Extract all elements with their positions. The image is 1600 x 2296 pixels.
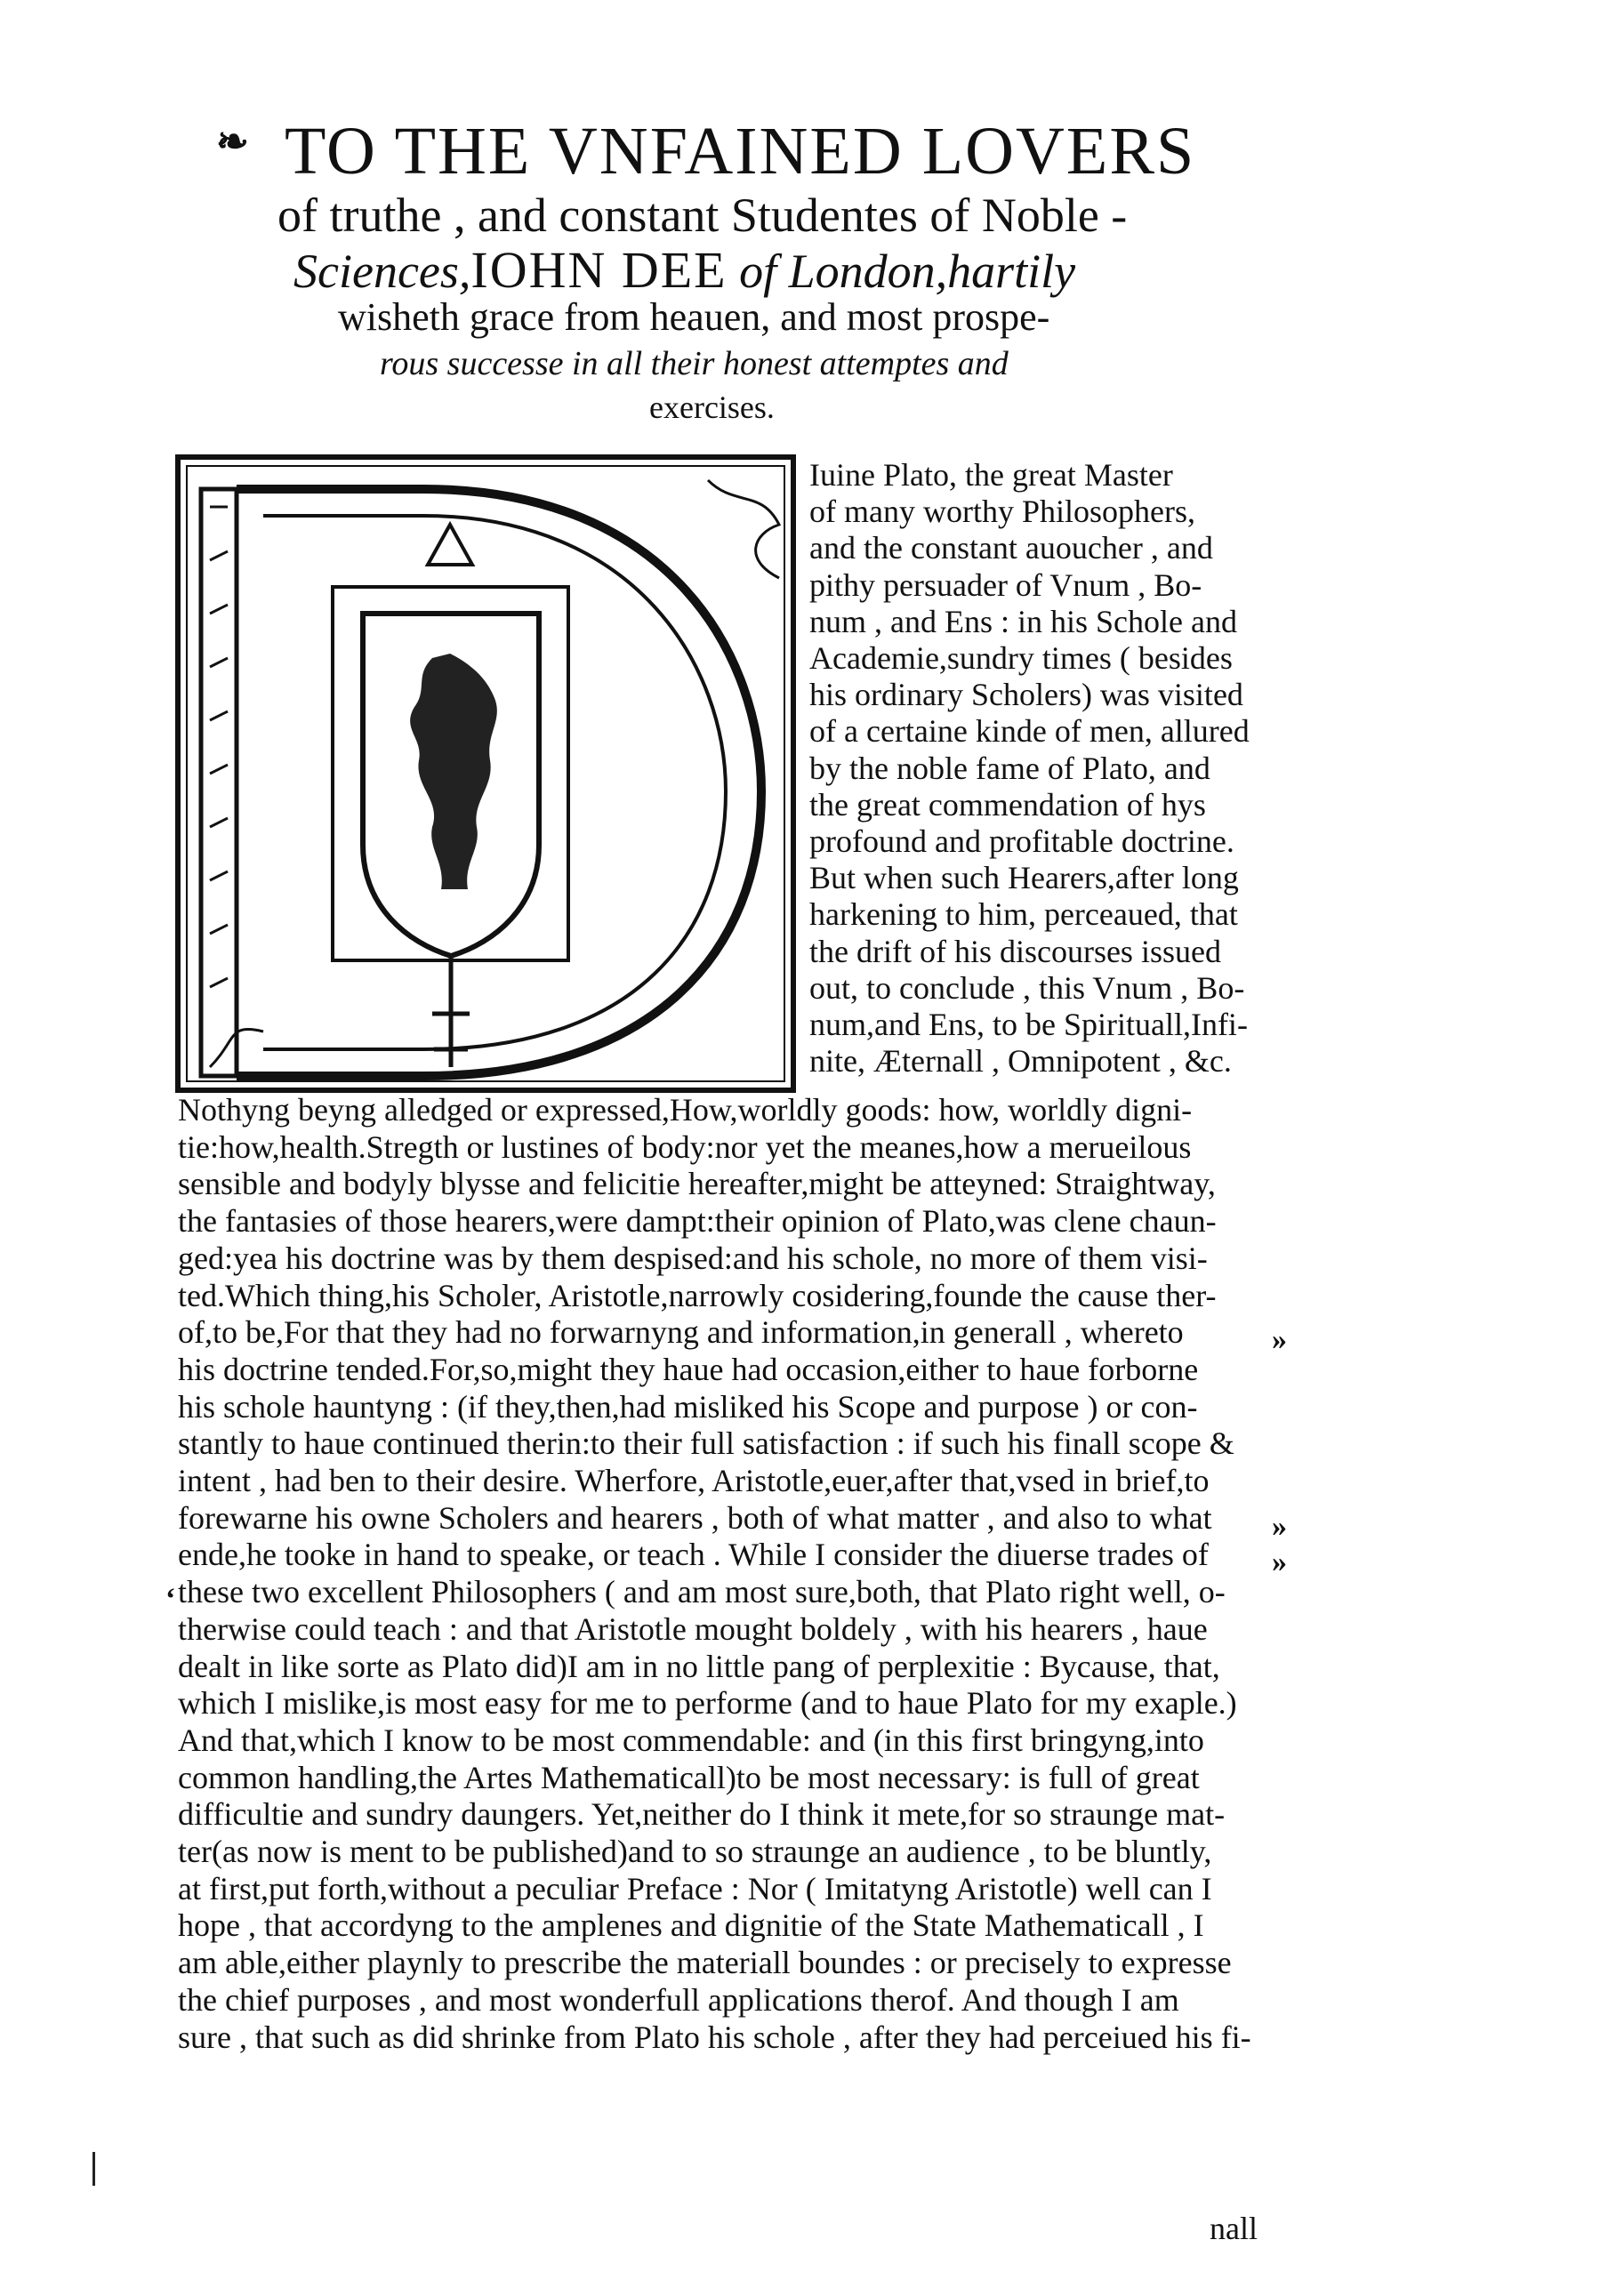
margin-quote-mark-4: ‘: [165, 1583, 176, 1616]
side-text-line: num,and Ens, to be Spirituall,Infi-: [809, 1007, 1248, 1042]
catchword: nall: [1210, 2211, 1258, 2246]
side-text-line: harkening to him, perceaued, that: [809, 896, 1238, 933]
side-text-line: his ordinary Scholers) was visited: [809, 677, 1243, 713]
margin-quote-mark-1: »: [1272, 1323, 1287, 1356]
body-text-line: common handling,the Artes Mathematicall)to be most necessary: is full of great: [178, 1759, 1200, 1795]
body-text-line: Nothyng beyng alledged or expressed,How,worldly goods: how, worldly digni-: [178, 1092, 1193, 1128]
body-text-line: dealt in like sorte as Plato did)I am in no little pang of perplexitie : Bycause, that,: [178, 1648, 1220, 1684]
heading-line-4: wisheth grace from heauen, and most prospe-: [338, 295, 1050, 339]
body-text-line: hope , that accordyng to the amplenes and dignitie of the State Mathematicall , I: [178, 1907, 1204, 1944]
heading-line-3-pre: Sciences,: [293, 245, 471, 298]
body-text-line: ted.Which thing,his Scholer, Aristotle,narrowly cosidering,founde the cause ther-: [178, 1277, 1217, 1313]
heading-line-5: rous successe in all their honest attemptes and: [380, 345, 1009, 382]
heading-line-3: [293, 241, 1076, 299]
body-text-line: therwise could teach : and that Aristotle mought boldely , with his hearers , haue: [178, 1610, 1208, 1647]
side-text-line: profound and profitable doctrine.: [809, 823, 1234, 859]
decorated-initial-d: [174, 454, 797, 1094]
side-text-line: But when such Hearers,after long: [809, 860, 1239, 896]
side-text-line: the drift of his discourses issued: [809, 933, 1221, 969]
heading-line-2: of truthe , and constant Studentes of Noble -: [277, 189, 1128, 242]
margin-rule-mark: [92, 2152, 95, 2186]
side-text-line: nite, Æternall , Omnipotent , &c.: [809, 1043, 1232, 1080]
body-text-line: am able,either playnly to prescribe the materiall boundes : or precisely to expresse: [178, 1945, 1232, 1981]
heading-line-3-post: of London,hartily: [727, 245, 1076, 298]
side-text-line: of a certaine kinde of men, allured: [809, 713, 1250, 750]
lion-rampant-icon: [410, 654, 497, 889]
body-text-line: his doctrine tended.For,so,might they haue had occasion,either to haue forborne: [178, 1351, 1199, 1387]
body-text-line: tie:how,health.Stregth or lustines of body:nor yet the meanes,how a merueilous: [178, 1128, 1192, 1165]
body-text-line: the fantasies of those hearers,were dampt:their opinion of Plato,was clene chaun-: [178, 1203, 1217, 1240]
body-text-line: ende,he tooke in hand to speake, or teach . While I consider the diuerse trades of: [178, 1537, 1209, 1573]
side-text-line: and the constant auoucher , and: [809, 530, 1213, 566]
body-text-line: sure , that such as did shrinke from Plato his schole , after they had perceiued his fi-: [178, 2019, 1251, 2055]
body-text-line: these two excellent Philosophers ( and am most sure,both, that Plato right well, o-: [178, 1574, 1226, 1610]
body-text-line: sensible and bodyly blysse and felicitie hereafter,might be atteyned: Straightway,: [178, 1166, 1216, 1202]
heading-line-6: exercises.: [649, 389, 775, 425]
side-text-line: by the noble fame of Plato, and: [809, 750, 1210, 786]
heading-line-1: TO THE VNFAINED LOVERS: [285, 114, 1196, 189]
body-text-line: difficultie and sundry daungers. Yet,neither do I think it mete,for so straunge mat-: [178, 1796, 1226, 1833]
shield-pendant: [432, 956, 470, 1067]
body-text-line: the chief purposes , and most wonderfull applications therof. And though I am: [178, 1981, 1179, 2018]
initial-stem: [201, 489, 237, 1076]
side-text-line: num , and Ens : in his Schole and: [809, 603, 1237, 639]
body-text-line: ged:yea his doctrine was by them despised:and his schole, no more of them visi-: [178, 1240, 1208, 1276]
side-text-line: pithy persuader of Vnum , Bo-: [809, 566, 1202, 603]
side-text-line: Academie,sundry times ( besides: [809, 640, 1233, 676]
body-text-line: ter(as now is ment to be published)and to so straunge an audience , to be bluntly,: [178, 1834, 1212, 1869]
side-text-line: out, to conclude , this Vnum , Bo-: [809, 969, 1245, 1006]
body-text-line: which I mislike,is most easy for me to performe (and to haue Plato for my exaple.): [178, 1685, 1237, 1722]
author-name: IOHN DEE: [470, 241, 728, 299]
fleuron-ornament: ❧: [216, 120, 249, 164]
stem-hatching: [210, 507, 228, 987]
body-text-line: And that,which I know to be most commendable: and (in this first bringyng,into: [178, 1722, 1204, 1758]
body-text-line: forewarne his owne Scholers and hearers , both of what matter , and also to what: [178, 1499, 1212, 1536]
initial-bowl-outer: [237, 489, 761, 1076]
body-text-line: of,to be,For that they had no forwarnyng and information,in generall , whereto: [178, 1314, 1184, 1351]
body-text-line: intent , had ben to their desire. Wherfore, Aristotle,euer,after that,vsed in brief,to: [178, 1463, 1210, 1498]
side-text-line: the great commendation of hys: [809, 786, 1206, 823]
body-text-line: his schole hauntyng : (if they,then,had misliked his Scope and purpose ) or con-: [178, 1388, 1198, 1425]
body-text-line: stantly to haue continued therin:to their full satisfaction : if such his finall scope &: [178, 1425, 1234, 1462]
margin-quote-mark-3: »: [1272, 1545, 1287, 1578]
margin-quote-mark-2: »: [1272, 1510, 1287, 1543]
body-text-line: at first,put forth,without a peculiar Preface : Nor ( Imitatyng Aristotle) well can I: [178, 1870, 1212, 1907]
side-text-line: of many worthy Philosophers,: [809, 494, 1195, 530]
triangle-mark: [428, 525, 472, 565]
side-text-line: Iuine Plato, the great Master: [809, 457, 1173, 493]
